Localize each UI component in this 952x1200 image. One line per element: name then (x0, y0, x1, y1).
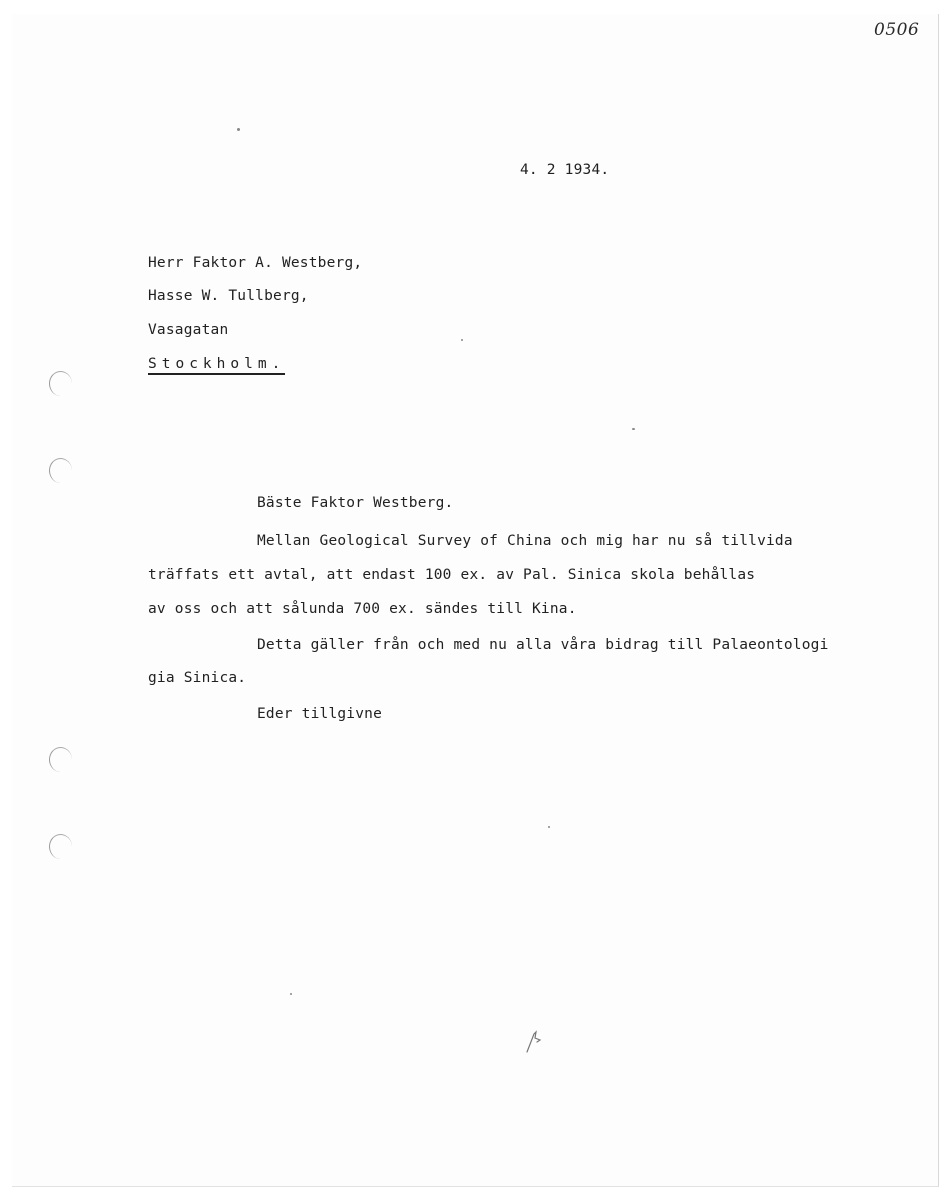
recipient-line-1: Herr Faktor A. Westberg, (148, 255, 363, 271)
letter-date: 4. 2 1934. (520, 162, 610, 178)
body-line-3: av oss och att sålunda 700 ex. sändes till Kina. (148, 601, 577, 617)
paper-speck (290, 993, 292, 995)
punch-hole (49, 371, 72, 396)
pencil-mark (524, 1028, 546, 1054)
closing: Eder tillgivne (257, 706, 383, 722)
recipient-city: Stockholm. (148, 356, 285, 375)
paper-speck (237, 128, 240, 131)
punch-hole (49, 747, 72, 772)
body-line-1: Mellan Geological Survey of China och mig har nu så tillvida (257, 533, 793, 549)
paper-speck (548, 826, 550, 828)
paper-speck (632, 428, 635, 430)
punch-hole (49, 834, 72, 859)
body-line-2: träffats ett avtal, att endast 100 ex. av Pal. Sinica skola behållas (148, 567, 756, 583)
recipient-line-3: Vasagatan (148, 322, 229, 338)
body-line-4: Detta gäller från och med nu alla våra bidrag till Palaeontologi (257, 637, 829, 653)
punch-hole (49, 458, 72, 483)
archive-number: 0506 (874, 20, 920, 40)
recipient-line-2: Hasse W. Tullberg, (148, 288, 309, 304)
body-line-5: gia Sinica. (148, 670, 247, 686)
salutation: Bäste Faktor Westberg. (257, 495, 454, 511)
paper-speck (461, 339, 463, 341)
